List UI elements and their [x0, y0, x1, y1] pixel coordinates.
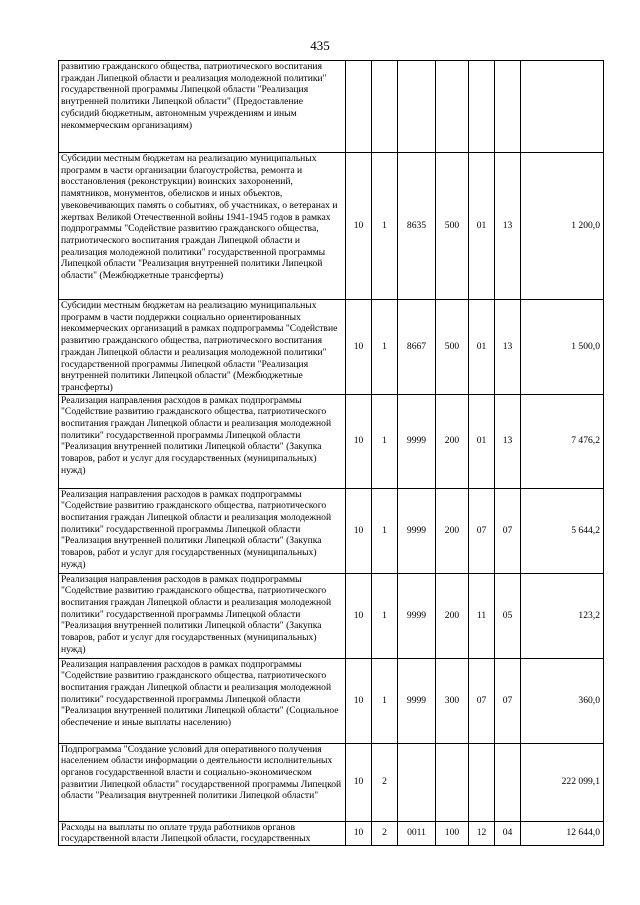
cell-description: Реализация направления расходов в рамках подпрограммы "Содействие развитию гражданского общества, патриотического воспитания граждан Липецкой области и реализация молодежной политики" государственной программы Липецкой области "Реализация внутренней политики Липецкой области" (Закупка товаров, работ и услуг для государственных (муниципальных) нужд)	[59, 394, 346, 488]
cell-expense-type: 200	[436, 488, 469, 573]
cell-subsection	[495, 743, 521, 821]
cell-subsection	[495, 61, 521, 153]
cell-subsection: 13	[495, 394, 521, 488]
cell-expense-direction	[398, 61, 436, 153]
cell-amount: 123,2	[521, 573, 604, 658]
cell-section: 12	[469, 821, 495, 845]
cell-subsection: 05	[495, 573, 521, 658]
table-row	[59, 61, 604, 153]
cell-expense-type	[436, 61, 469, 153]
cell-expense-direction	[398, 743, 436, 821]
cell-expense-direction: 0011	[398, 821, 436, 845]
table-row	[59, 821, 604, 845]
cell-expense-type: 300	[436, 658, 469, 743]
cell-subprogram: 1	[372, 153, 398, 300]
cell-description: Субсидии местным бюджетам на реализацию муниципальных программ в части организации благоустройства, ремонта и восстановления (реконструкции) воинских захоронений, памятников, монументов, обелисков и иных объектов, увековечивающих память о событиях, об участниках, о ветеранах и жертвах Великой Отечественной войны 1941-1945 годов в рамках подпрограммы "Содействие развитию гражданского общества, патриотического воспитания граждан Липецкой области и реализация молодежной политики" государственной программы Липецкой области "Реализация внутренней политики Липецкой области" (Межбюджетные трансферты)	[59, 153, 346, 300]
cell-section: 01	[469, 300, 495, 395]
cell-amount: 222 099,1	[521, 743, 604, 821]
cell-expense-type	[436, 743, 469, 821]
cell-expense-direction: 9999	[398, 658, 436, 743]
cell-subsection: 07	[495, 658, 521, 743]
cell-amount: 360,0	[521, 658, 604, 743]
cell-section: 11	[469, 573, 495, 658]
cell-amount: 12 644,0	[521, 821, 604, 845]
cell-program: 10	[346, 658, 372, 743]
cell-subprogram: 1	[372, 573, 398, 658]
cell-subprogram: 2	[372, 743, 398, 821]
cell-subprogram: 1	[372, 394, 398, 488]
cell-subsection: 04	[495, 821, 521, 845]
cell-description: Субсидии местным бюджетам на реализацию муниципальных программ в части поддержки социально ориентированных некоммерческих организаций в рамках подпрограммы "Содействие развитию гражданского общества, патриотического воспитания граждан Липецкой области и реализация молодежной политики" государственной программы Липецкой области "Реализация внутренней политики Липецкой области" (Межбюджетные трансферты)	[59, 300, 346, 395]
cell-amount: 1 200,0	[521, 153, 604, 300]
cell-subprogram	[372, 61, 398, 153]
cell-description: Подпрограмма "Создание условий для оперативного получения населением области информации о деятельности исполнительных органов государственной власти и социально-экономическом развитии Липецкой области" государственной программы Липецкой области "Реализация внутренней политики Липецкой области"	[59, 743, 346, 821]
cell-expense-direction: 9999	[398, 573, 436, 658]
cell-description: Реализация направления расходов в рамках подпрограммы "Содействие развитию гражданского общества, патриотического воспитания граждан Липецкой области и реализация молодежной политики" государственной программы Липецкой области "Реализация внутренней политики Липецкой области" (Закупка товаров, работ и услуг для государственных (муниципальных) нужд)	[59, 488, 346, 573]
page-number: 435	[310, 38, 330, 53]
cell-program: 10	[346, 573, 372, 658]
cell-amount: 1 500,0	[521, 300, 604, 395]
cell-description: Реализация направления расходов в рамках подпрограммы "Содействие развитию гражданского общества, патриотического воспитания граждан Липецкой области и реализация молодежной политики" государственной программы Липецкой области "Реализация внутренней политики Липецкой области" (Социальное обеспечение и иные выплаты населению)	[59, 658, 346, 743]
cell-section	[469, 61, 495, 153]
cell-expense-type: 500	[436, 153, 469, 300]
cell-expense-type: 200	[436, 573, 469, 658]
cell-expense-type: 100	[436, 821, 469, 845]
cell-subsection: 07	[495, 488, 521, 573]
cell-program: 10	[346, 743, 372, 821]
cell-program: 10	[346, 153, 372, 300]
cell-description: развитию гражданского общества, патриотического воспитания граждан Липецкой области и реализация молодежной политики" государственной программы Липецкой области "Реализация внутренней политики Липецкой области" (Предоставление субсидий бюджетным, автономным учреждениям и иным некоммерческим организациям)	[59, 61, 346, 153]
table-row	[59, 658, 604, 743]
cell-section: 01	[469, 153, 495, 300]
cell-amount: 7 476,2	[521, 394, 604, 488]
table-row	[59, 488, 604, 573]
cell-amount: 5 644,2	[521, 488, 604, 573]
cell-program: 10	[346, 300, 372, 395]
cell-expense-direction: 9999	[398, 488, 436, 573]
table-row	[59, 573, 604, 658]
cell-description: Расходы на выплаты по оплате труда работников органов государственной власти Липецкой области, государственных	[59, 821, 346, 845]
table-row	[59, 743, 604, 821]
cell-program: 10	[346, 821, 372, 845]
cell-program: 10	[346, 488, 372, 573]
cell-amount	[521, 61, 604, 153]
cell-section	[469, 743, 495, 821]
table-row	[59, 300, 604, 395]
cell-expense-direction: 8667	[398, 300, 436, 395]
budget-table	[58, 60, 604, 846]
cell-expense-direction: 9999	[398, 394, 436, 488]
cell-expense-type: 200	[436, 394, 469, 488]
cell-subsection: 13	[495, 153, 521, 300]
cell-section: 07	[469, 488, 495, 573]
cell-subsection: 13	[495, 300, 521, 395]
cell-section: 07	[469, 658, 495, 743]
cell-program	[346, 61, 372, 153]
cell-program: 10	[346, 394, 372, 488]
cell-expense-direction: 8635	[398, 153, 436, 300]
cell-expense-type: 500	[436, 300, 469, 395]
cell-section: 01	[469, 394, 495, 488]
table-row	[59, 394, 604, 488]
cell-subprogram: 1	[372, 300, 398, 395]
cell-subprogram: 1	[372, 658, 398, 743]
table-row	[59, 153, 604, 300]
cell-subprogram: 1	[372, 488, 398, 573]
cell-description: Реализация направления расходов в рамках подпрограммы "Содействие развитию гражданского общества, патриотического воспитания граждан Липецкой области и реализация молодежной политики" государственной программы Липецкой области "Реализация внутренней политики Липецкой области" (Закупка товаров, работ и услуг для государственных (муниципальных) нужд)	[59, 573, 346, 658]
cell-subprogram: 2	[372, 821, 398, 845]
